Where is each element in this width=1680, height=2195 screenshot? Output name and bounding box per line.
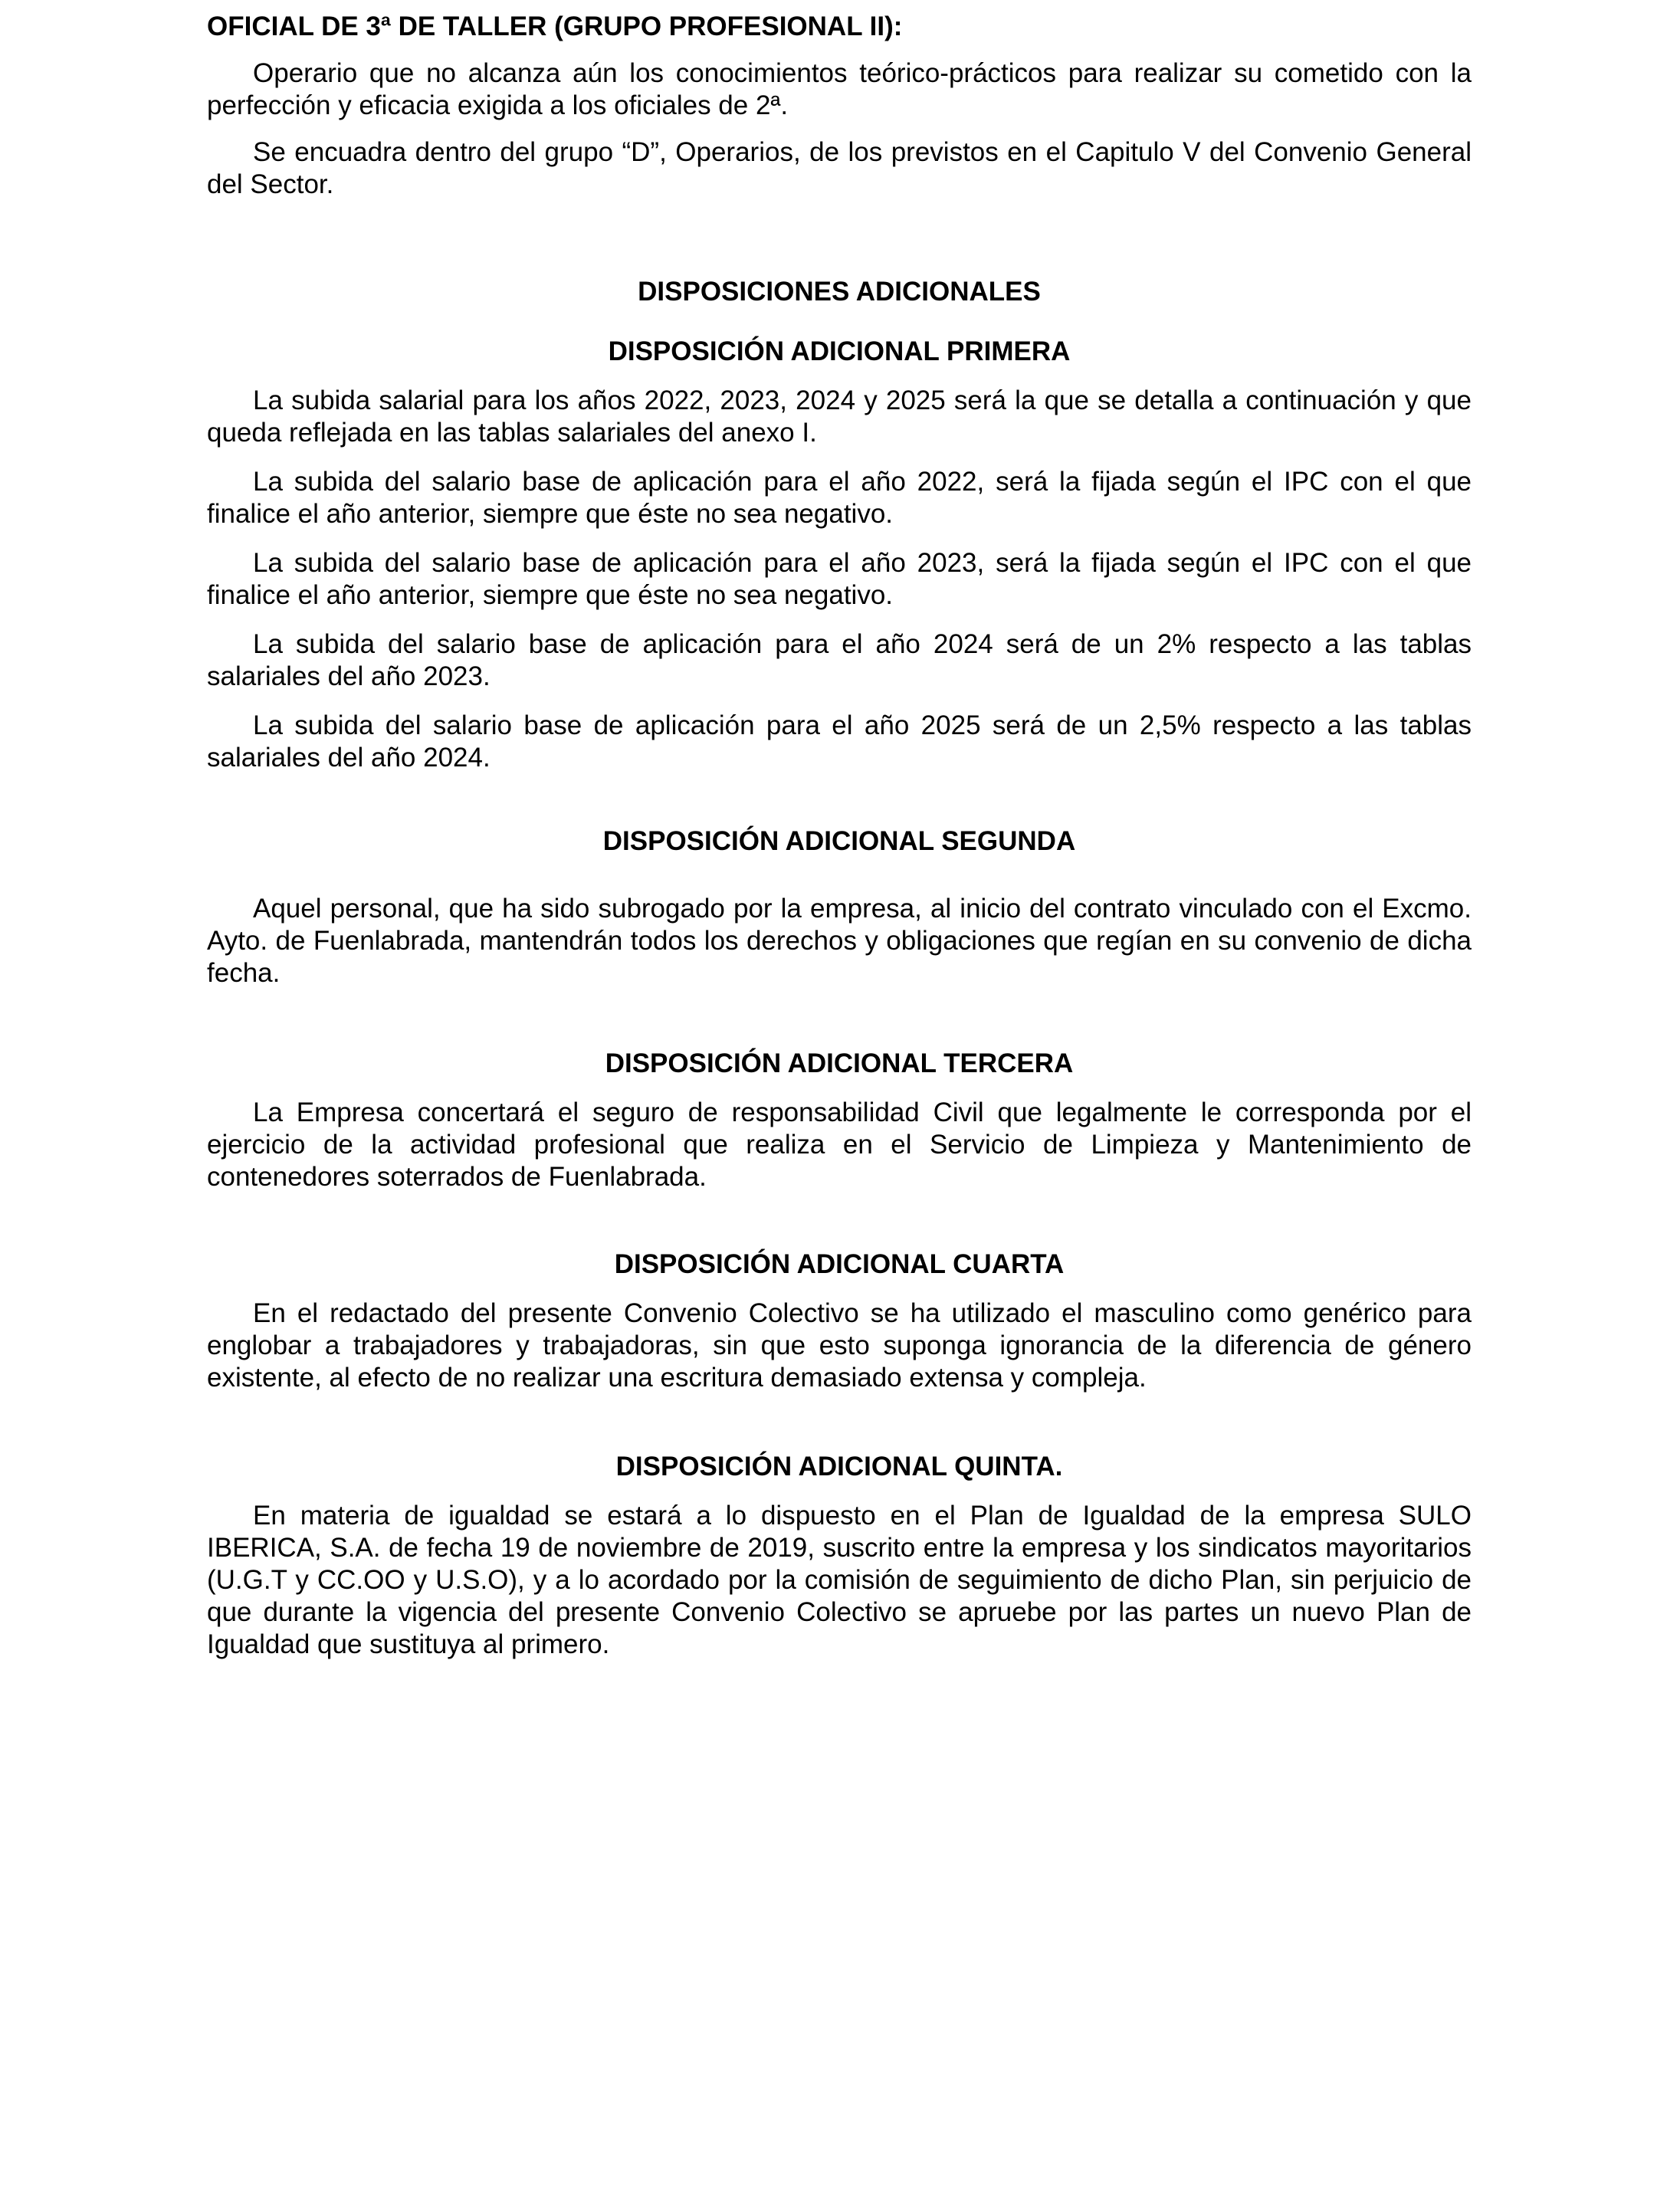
segunda-heading: DISPOSICIÓN ADICIONAL SEGUNDA xyxy=(602,826,1076,856)
cuarta-paragraph-1: En el redactado del presente Convenio Colectivo se ha utilizado el masculino como genérico para englobar a trabajadores y trabajadoras, sin que esto suponga ignorancia de la diferencia de género existente, al efecto de no realizar una escritura demasiado extensa y compleja. xyxy=(207,1298,1472,1393)
primera-paragraph-5: La subida del salario base de aplicación para el año 2025 será de un 2,5% respecto a las tablas salariales del año 2024. xyxy=(207,710,1472,773)
segunda-paragraph-1: Aquel personal, que ha sido subrogado por la empresa, al inicio del contrato vinculado con el Excmo. Ayto. de Fuenlabrada, mantendrán todos los derechos y obligaciones que regían en su convenio de dicha fecha. xyxy=(207,894,1472,988)
disposiciones-title: DISPOSICIONES ADICIONALES xyxy=(638,277,1041,307)
quinta-heading: DISPOSICIÓN ADICIONAL QUINTA. xyxy=(615,1452,1063,1481)
tercera-heading: DISPOSICIÓN ADICIONAL TERCERA xyxy=(605,1048,1074,1078)
primera-paragraph-4: La subida del salario base de aplicación para el año 2024 será de un 2% respecto a las tablas salariales del año 2023. xyxy=(207,629,1472,691)
document-page xyxy=(207,11,1472,1661)
oficial-tercera-paragraph-2: Se encuadra dentro del grupo “D”, Operarios, de los previstos en el Capitulo V del Convenio General del Sector. xyxy=(207,137,1472,199)
tercera-paragraph-1: La Empresa concertará el seguro de responsabilidad Civil que legalmente le corresponda por el ejercicio de la actividad profesional que realiza en el Servicio de Limpieza y Mantenimiento de contenedores soterrados de Fuenlabrada. xyxy=(207,1098,1472,1192)
quinta-paragraph-1: En materia de igualdad se estará a lo dispuesto en el Plan de Igualdad de la empresa SULO IBERICA, S.A. de fecha 19 de noviembre de 2019, suscrito entre la empresa y los sindicatos mayoritarios (U.G.T y CC.OO y U.S.O), y a lo acordado por la comisión de seguimiento de dicho Plan, sin perjuicio de que durante la vigencia del presente Convenio Colectivo se apruebe por las partes un nuevo Plan de Igualdad que sustituya al primero. xyxy=(207,1501,1472,1659)
cuarta-heading: DISPOSICIÓN ADICIONAL CUARTA xyxy=(614,1249,1065,1279)
primera-heading: DISPOSICIÓN ADICIONAL PRIMERA xyxy=(608,336,1071,366)
primera-paragraph-1: La subida salarial para los años 2022, 2023, 2024 y 2025 será la que se detalla a continuación y que queda reflejada en las tablas salariales del anexo I. xyxy=(207,386,1472,448)
oficial-tercera-paragraph-1: Operario que no alcanza aún los conocimientos teórico-prácticos para realizar su cometido con la perfección y eficacia exigida a los oficiales de 2ª. xyxy=(207,58,1472,120)
primera-paragraph-3: La subida del salario base de aplicación para el año 2023, será la fijada según el IPC con el que finalice el año anterior, siempre que éste no sea negativo. xyxy=(207,548,1472,610)
oficial-tercera-heading: OFICIAL DE 3ª DE TALLER (GRUPO PROFESIONAL II): xyxy=(207,11,903,41)
primera-paragraph-2: La subida del salario base de aplicación para el año 2022, será la fijada según el IPC con el que finalice el año anterior, siempre que éste no sea negativo. xyxy=(207,467,1472,529)
